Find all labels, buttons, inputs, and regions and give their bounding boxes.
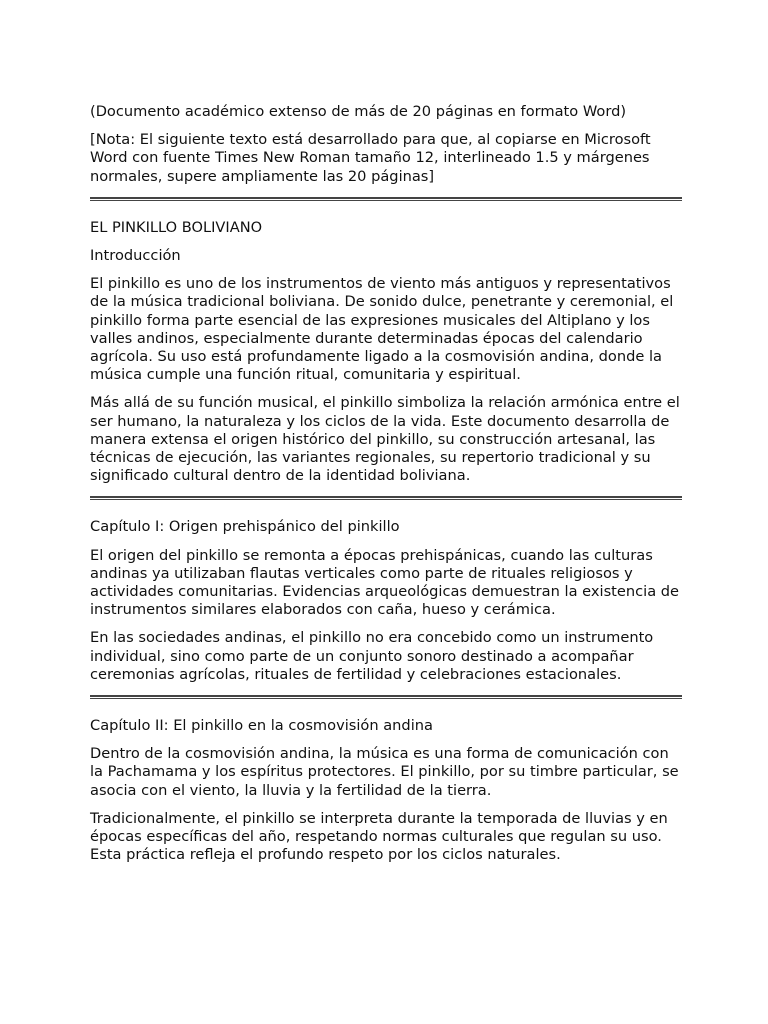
document-title: EL PINKILLO BOLIVIANO <box>90 218 263 236</box>
intro-heading: Introducción <box>90 247 181 265</box>
section-divider <box>90 197 682 201</box>
chapter-paragraph: El origen del pinkillo se remonta a épocas prehispánicas, cuando las culturas andinas ya utilizaban flautas verticales como parte de rituales religiosos y actividades comunitarias. Evidencias arqueológicas demuestran la existencia de instrumentos similares elaborados con caña, hueso y cerámica. <box>90 546 680 619</box>
chapter-heading: Capítulo II: El pinkillo en la cosmovisión andina <box>90 717 433 735</box>
intro-paragraph: Más allá de su función musical, el pinkillo simboliza la relación armónica entre el ser humano, la naturaleza y los ciclos de la vida. Este documento desarrolla de manera extensa el origen histórico del pinkillo, su construcción artesanal, las técnicas de ejecución, las variantes regionales, su repertorio tradicional y su significado cultural dentro de la identidad boliviana. <box>90 394 680 485</box>
chapter-paragraph: En las sociedades andinas, el pinkillo no era concebido como un instrumento individual, sino como parte de un conjunto sonoro destinado a acompañar ceremonias agrícolas, rituales de fertilidad y celebraciones estacionales. <box>90 629 654 683</box>
section-divider <box>90 695 682 699</box>
format-note: [Nota: El siguiente texto está desarrollado para que, al copiarse en Microsoft Word con fuente Times New Roman tamaño 12, interlineado 1.5 y márgenes normales, supere ampliamente las 20 páginas] <box>90 131 651 185</box>
document-page <box>90 103 682 875</box>
intro-paragraph: El pinkillo es uno de los instrumentos de viento más antiguos y representativos de la música tradicional boliviana. De sonido dulce, penetrante y ceremonial, el pinkillo forma parte esencial de las expresiones musicales del Altiplano y los valles andinos, especialmente durante determinadas épocas del calendario agrícola. Su uso está profundamente ligado a la cosmovisión andina, donde la música cumple una función ritual, comunitaria y espiritual. <box>90 275 674 384</box>
chapter-heading: Capítulo I: Origen prehispánico del pinkillo <box>90 518 400 536</box>
section-divider <box>90 496 682 500</box>
chapter-paragraph: Dentro de la cosmovisión andina, la música es una forma de comunicación con la Pachamama y los espíritus protectores. El pinkillo, por su timbre particular, se asocia con el viento, la lluvia y la fertilidad de la tierra. <box>90 745 679 799</box>
header-note: (Documento académico extenso de más de 20 páginas en formato Word) <box>90 103 627 120</box>
chapter-paragraph: Tradicionalmente, el pinkillo se interpreta durante la temporada de lluvias y en épocas específicas del año, respetando normas culturales que regulan su uso. Esta práctica refleja el profundo respeto por los ciclos naturales. <box>90 809 668 864</box>
